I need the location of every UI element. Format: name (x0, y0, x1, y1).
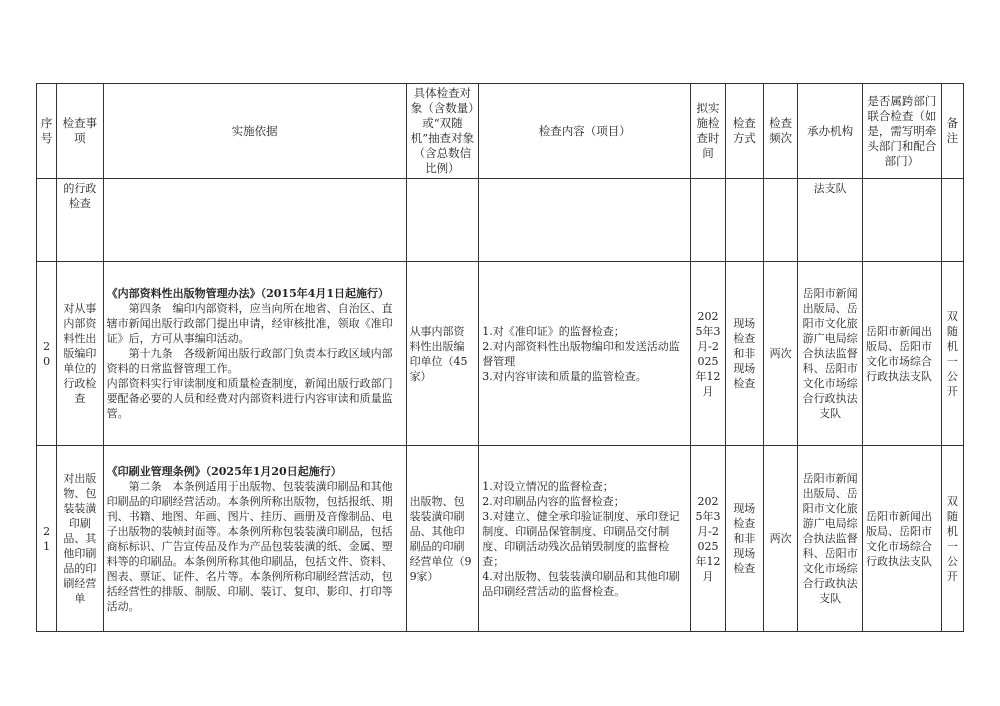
basis-paragraph: 第十九条 各级新闻出版行政部门负责本行政区域内部资料的日常监督管理工作。 (106, 347, 393, 375)
cell-item: 对出版物、包装装潢印刷品、其他印刷品的印刷经营单 (57, 446, 103, 632)
content-item: 2.对内部资料性出版物编印和发送活动监督管理 (482, 339, 680, 368)
cell-joint: 岳阳市新闻出版局、岳阳市文化市场综合行政执法支队 (862, 262, 941, 446)
cell-note: 双随机一公开 (941, 446, 963, 632)
cell-note (941, 179, 963, 262)
header-org: 承办机构 (798, 84, 863, 179)
cell-time (691, 179, 725, 262)
basis-paragraph: 内部资料实行审读制度和质量检查制度，新闻出版行政部门要配备必要的人员和经费对内部资料进行内容审读和质量监管。 (106, 377, 393, 420)
cell-target (406, 179, 479, 262)
table-row-continued (37, 179, 964, 262)
cell-org: 岳阳市新闻出版局、岳阳市文化旅游广电局综合执法监督科、岳阳市文化市场综合行政执法支队 (798, 446, 863, 632)
cell-method (725, 179, 763, 262)
cell-org: 法支队 (798, 179, 863, 262)
header-seq: 序号 (37, 84, 57, 179)
header-freq: 检查频次 (764, 84, 798, 179)
cell-seq (37, 179, 57, 262)
basis-title: 《内部资料性出版物管理办法》（2015年4月1日起施行） (106, 287, 390, 300)
header-time: 拟实施检查时间 (691, 84, 725, 179)
cell-freq (764, 179, 798, 262)
content-item: 4.对出版物、包装装潢印刷品和其他印刷品印刷经营活动的监督检查。 (482, 569, 680, 598)
cell-org: 岳阳市新闻出版局、岳阳市文化旅游广电局综合执法监督科、岳阳市文化市场综合行政执法支队 (798, 262, 863, 446)
cell-target: 出版物、包装装潢印刷品、其他印刷品的印刷经营单位（99家） (406, 446, 479, 632)
cell-basis (103, 262, 406, 446)
cell-content (479, 262, 691, 446)
header-row (37, 84, 964, 179)
cell-content (479, 179, 691, 262)
cell-joint: 岳阳市新闻出版局、岳阳市文化市场综合行政执法支队 (862, 446, 941, 632)
cell-target: 从事内部资料性出版编印单位（45家） (406, 262, 479, 446)
header-method: 检查方式 (725, 84, 763, 179)
cell-basis (103, 446, 406, 632)
cell-item: 的行政检查 (57, 179, 103, 262)
header-note: 备注 (941, 84, 963, 179)
cell-method: 现场检查和非现场检查 (725, 446, 763, 632)
content-item: 1.对设立情况的监督检查； (482, 479, 614, 493)
content-item: 1.对《准印证》的监督检查； (482, 324, 625, 338)
table-row-20 (37, 262, 964, 446)
header-target: 具体检查对象（含数量）或“双随机”抽查对象（含总数信比例） (406, 84, 479, 179)
cell-joint (862, 179, 941, 262)
inspection-table (36, 83, 964, 632)
basis-paragraph: 第四条 编印内部资料，应当向所在地省、自治区、直辖市新闻出版行政部门提出申请，经审核批准，领取《准印证》后，方可从事编印活动。 (106, 302, 393, 345)
cell-time: 2025年3月-2025年12月 (691, 262, 725, 446)
cell-freq: 两次 (764, 262, 798, 446)
cell-item: 对从事内部资料性出版编印单位的行政检查 (57, 262, 103, 446)
cell-method: 现场检查和非现场检查 (725, 262, 763, 446)
cell-basis (103, 179, 406, 262)
header-joint: 是否属跨部门联合检查（如是，需写明牵头部门和配合部门） (862, 84, 941, 179)
cell-time: 2025年3月-2025年12月 (691, 446, 725, 632)
basis-title: 《印刷业管理条例》（2025年1月20日起施行） (106, 464, 342, 478)
cell-seq: 21 (37, 446, 57, 632)
content-item: 3.对内容审读和质量的监管检查。 (482, 369, 647, 383)
cell-note: 双随机一公开 (941, 262, 963, 446)
table-row-21 (37, 446, 964, 632)
cell-freq: 两次 (764, 446, 798, 632)
basis-paragraph: 第二条 本条例适用于出版物、包装装潢印刷品和其他印刷品的印刷经营活动。本条例所称出版物，包括报纸、期刊、书籍、地图、年画、图片、挂历、画册及音像制品、电子出版物的装帧封面等。本条例所称包装装潢印刷品，包括商标标识、广告宣传品及作为产品包装装潢的纸、金属、塑料等的印刷品。本条例所称其他印刷品，包括文件、资料、图表、票证、证件、名片等。本条例所称印刷经营活动，包括经营性的排版、制版、印刷、装订、复印、影印、打印等活动。 (106, 479, 393, 613)
cell-seq: 20 (37, 262, 57, 446)
header-item: 检查事项 (57, 84, 103, 179)
content-item: 3.对建立、健全承印验证制度、承印登记制度、印刷品保管制度、印刷品交付制度、印刷活动残次品销毁制度的监督检查； (482, 509, 680, 568)
cell-content (479, 446, 691, 632)
header-basis: 实施依据 (103, 84, 406, 179)
content-item: 2.对印刷品内容的监督检查； (482, 494, 625, 508)
header-content: 检查内容（项目） (479, 84, 691, 179)
